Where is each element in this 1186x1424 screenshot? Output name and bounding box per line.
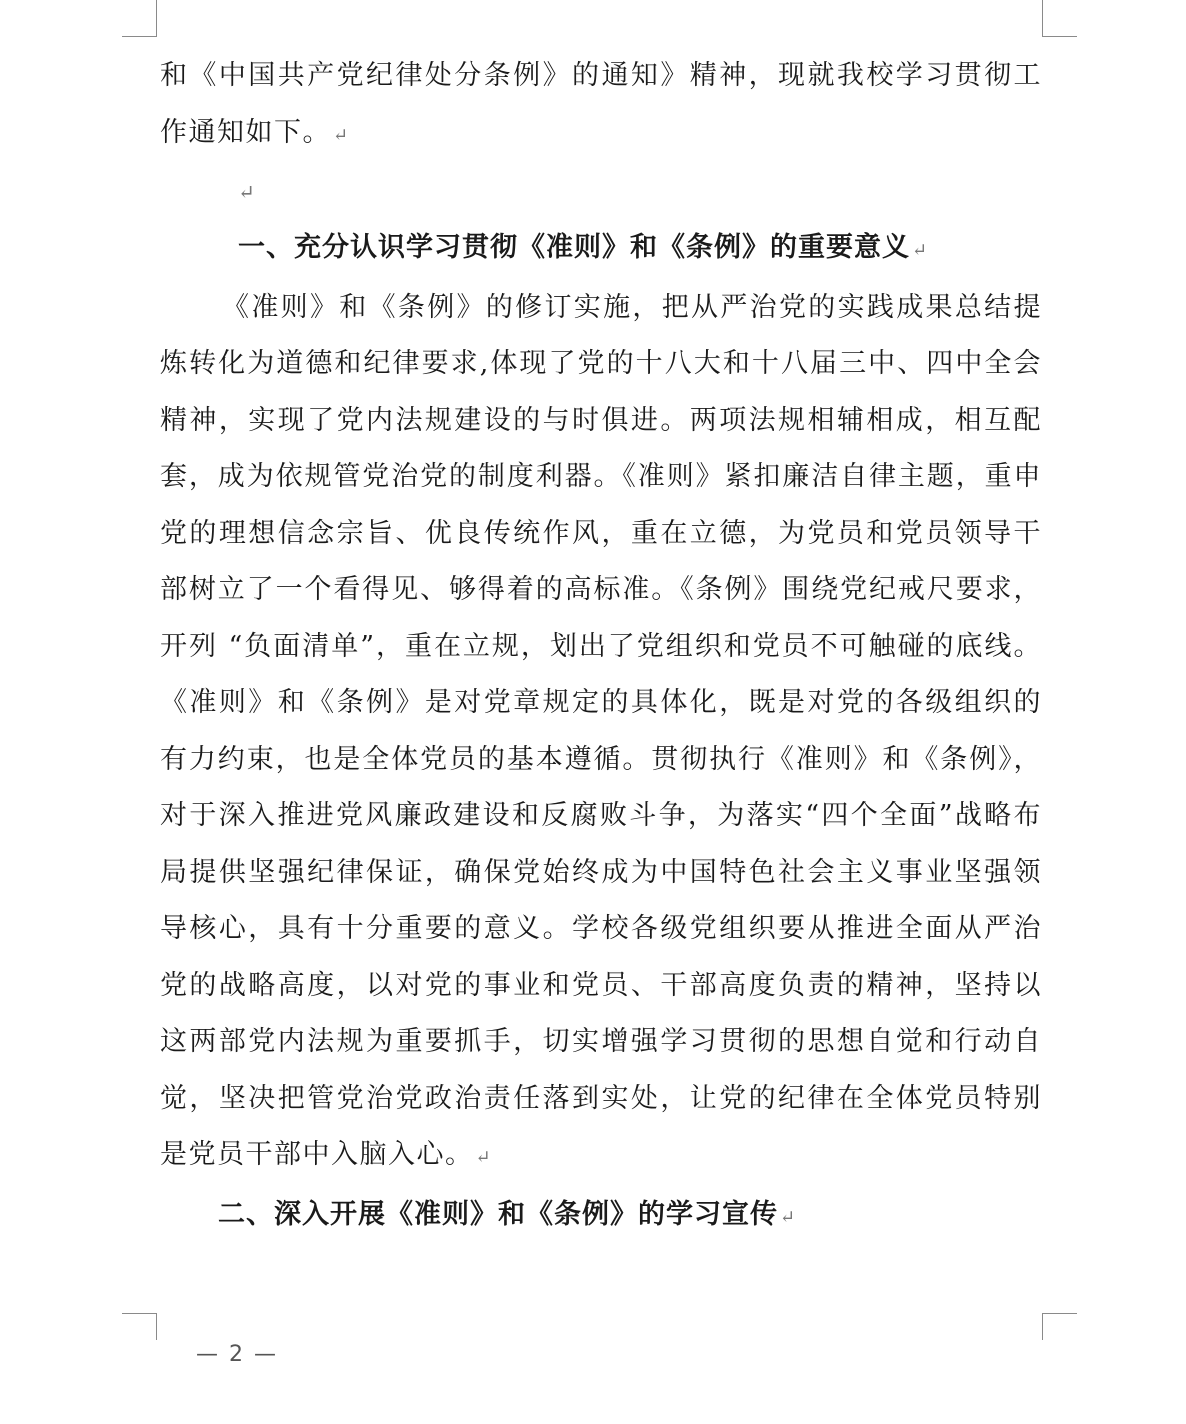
intro-text: 和《中国共产党纪律处分条例》的通知》精神，现就我校学习贯彻工作通知如下。 xyxy=(160,60,1042,148)
paragraph-mark: ↵ xyxy=(780,1206,796,1228)
paragraph-mark: ↵ xyxy=(333,124,349,146)
page-corner-mark-bottom-right xyxy=(1042,1313,1077,1340)
paragraph-mark: ↵ xyxy=(912,240,928,261)
page-corner-mark-bottom-left xyxy=(122,1313,157,1340)
paragraph-mark: ↵ xyxy=(238,180,255,204)
section-2-heading[interactable] xyxy=(160,1187,1042,1247)
page-number xyxy=(196,1342,278,1367)
section-1-body-text: 《准则》和《条例》的修订实施，把从严治党的实践成果总结提炼转化为道德和纪律要求,体现了党的十八大和十八届三中、四中全会精神，实现了党内法规建设的与时俱进。两项法规相辅相成，相互配套，成为依规管党治党的制度利器。《准则》紧扣廉洁自律主题，重申党的理想信念宗旨、优良传统作风，重在立德，为党员和党员领导干部树立了一个看得见、够得着的高标准。《条例》围绕党纪戒尺要求，开列 “负面清单”，重在立规，划出了党组织和党员不可触碰的底线。《准则》和《条例》是对党章规定的具体化，既是对党的各级组织的有力约束，也是全体党员的基本遵循。贯彻执行《准则》和《条例》，对于深入推进党风廉政建设和反腐败斗争，为落实“四个全面”战略布局提供坚强纪律保证，确保党始终成为中国特色社会主义事业坚强领导核心，具有十分重要的意义。学校各级党组织要从推进全面从严治党的战略高度，以对党的事业和党员、干部高度负责的精神，坚持以这两部党内法规为重要抓手，切实增强学习贯彻的思想自觉和行动自觉，坚决把管党治党政治责任落到实处，让党的纪律在全体党员特别是党员干部中入脑入心。 xyxy=(160,291,1042,1170)
page-corner-mark-top-right xyxy=(1042,0,1077,37)
section-2-heading-text: 二、深入开展《准则》和《条例》的学习宣传 xyxy=(218,1198,778,1230)
intro-paragraph[interactable] xyxy=(160,48,1042,164)
page-corner-mark-top-left xyxy=(122,0,157,37)
document-body[interactable] xyxy=(160,48,1042,1246)
section-1-heading[interactable] xyxy=(160,220,1042,280)
section-1-heading-text: 一、充分认识学习贯彻《准则》和《条例》的重要意义 xyxy=(238,232,910,263)
empty-paragraph[interactable] xyxy=(160,164,1042,220)
page-number-text: — 2 — xyxy=(196,1342,278,1367)
paragraph-mark: ↵ xyxy=(475,1147,491,1168)
section-1-body-paragraph[interactable] xyxy=(160,280,1042,1187)
